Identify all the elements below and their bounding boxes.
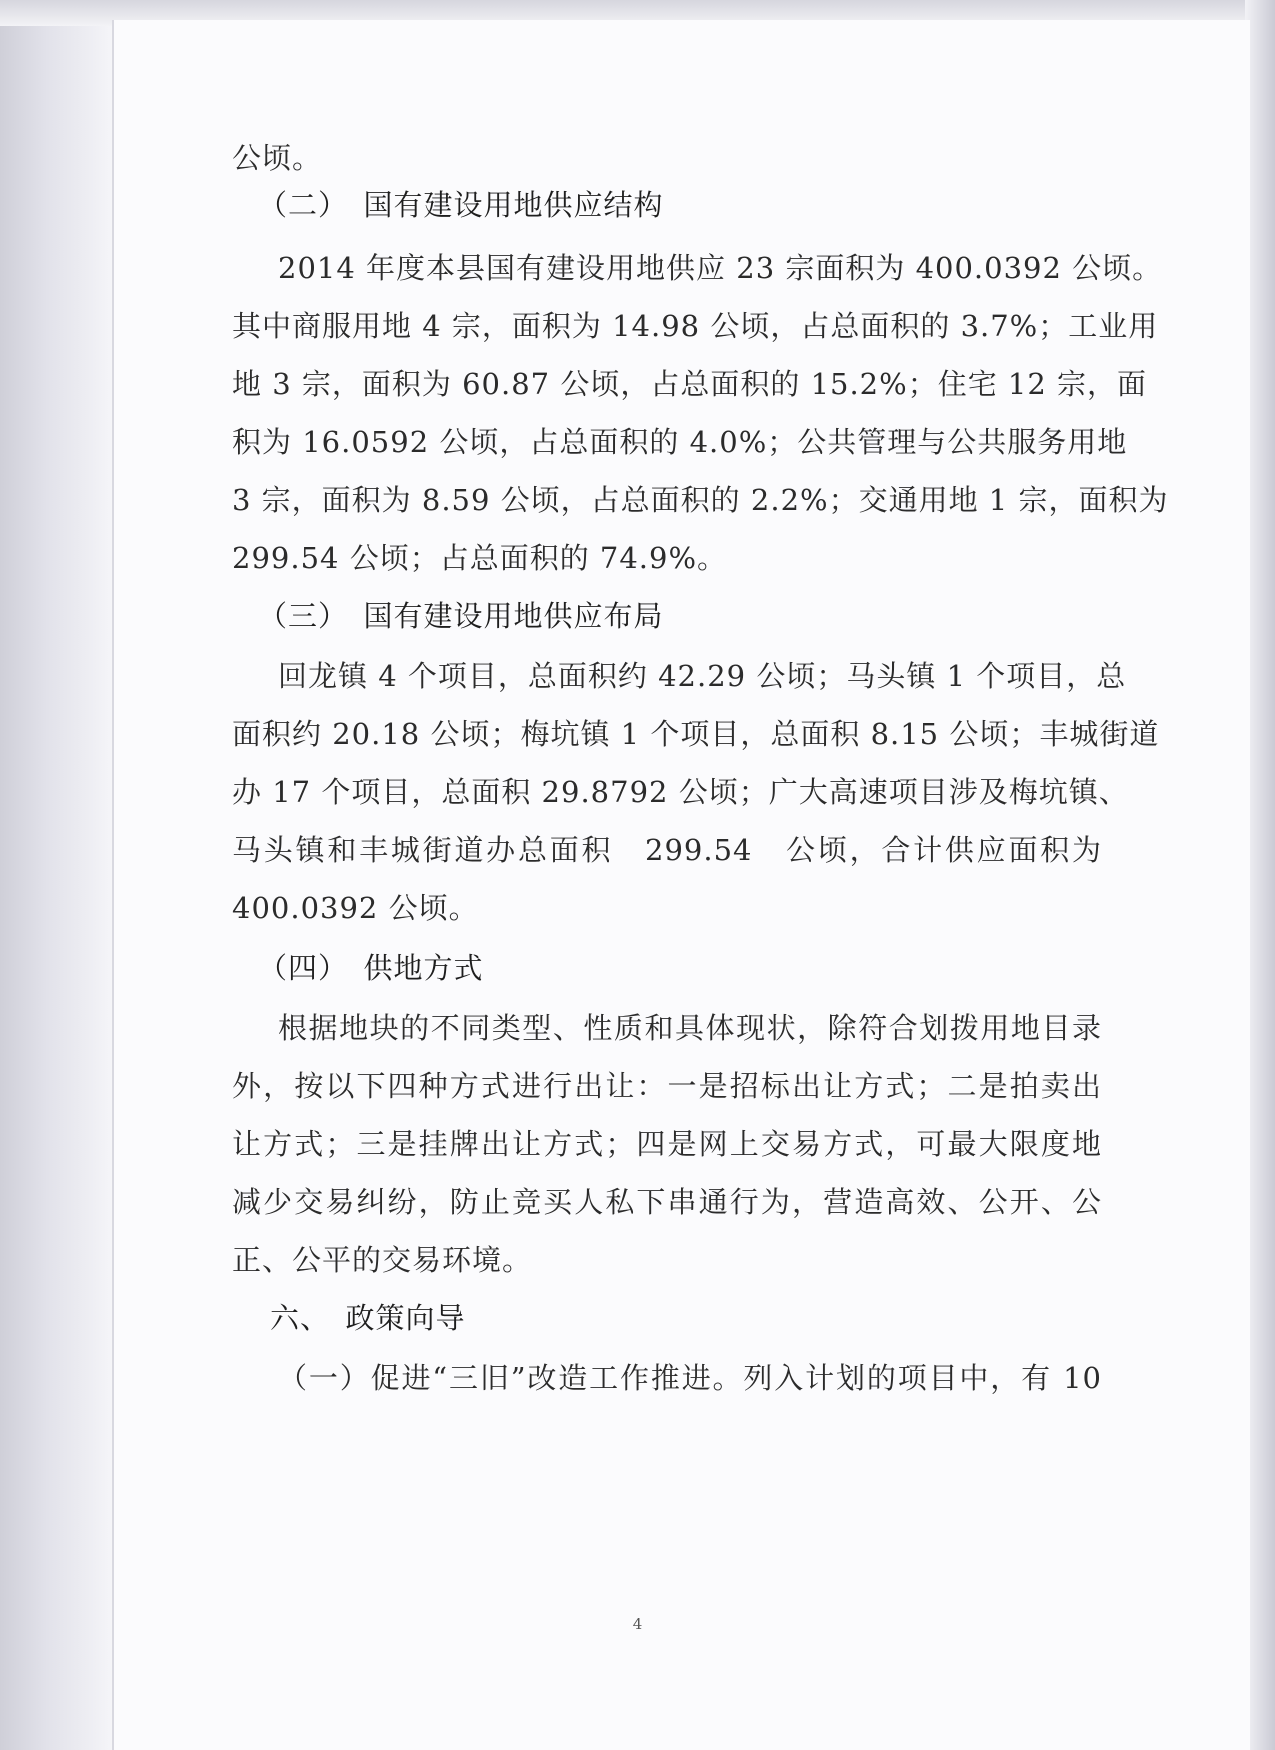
- section-heading-4: （四） 供地方式: [258, 951, 484, 985]
- text-line: 根据地块的不同类型、性质和具体现状，除符合划拨用地目录: [278, 1011, 1102, 1045]
- text-line: 马头镇和丰城街道办总面积 299.54 公顷，合计供应面积为: [232, 833, 1102, 867]
- text-line: 回龙镇 4 个项目，总面积约 42.29 公顷；马头镇 1 个项目，总: [278, 659, 1127, 693]
- text-line: 外，按以下四种方式进行出让：一是招标出让方式；二是拍卖出: [232, 1069, 1102, 1103]
- text-line: 减少交易纠纷，防止竞买人私下串通行为，营造高效、公开、公: [232, 1185, 1102, 1219]
- text-line: 2014 年度本县国有建设用地供应 23 宗面积为 400.0392 公顷。: [278, 251, 1163, 285]
- text-line: 400.0392 公顷。: [232, 891, 479, 925]
- text-line: 办 17 个项目，总面积 29.8792 公顷；广大高速项目涉及梅坑镇、: [232, 775, 1129, 809]
- text-line: 让方式；三是挂牌出让方式；四是网上交易方式，可最大限度地: [232, 1127, 1102, 1161]
- section-heading-2: （二） 国有建设用地供应结构: [258, 188, 664, 222]
- section-heading-3: （三） 国有建设用地供应布局: [258, 599, 664, 633]
- text-line: 3 宗，面积为 8.59 公顷，占总面积的 2.2%；交通用地 1 宗，面积为: [232, 483, 1169, 517]
- text-line: （一）促进“三旧”改造工作推进。列入计划的项目中，有 10: [278, 1361, 1102, 1395]
- text-line: 299.54 公顷；占总面积的 74.9%。: [232, 541, 728, 575]
- text-line: 正、公平的交易环境。: [232, 1243, 533, 1277]
- text-line: 地 3 宗，面积为 60.87 公顷，占总面积的 15.2%；住宅 12 宗，面: [232, 367, 1148, 401]
- text-line: 其中商服用地 4 宗，面积为 14.98 公顷，占总面积的 3.7%；工业用: [232, 309, 1159, 343]
- text-line: 公顷。: [232, 141, 323, 175]
- text-line: 面积约 20.18 公顷；梅坑镇 1 个项目，总面积 8.15 公顷；丰城街道: [232, 717, 1160, 751]
- text-line: 积为 16.0592 公顷，占总面积的 4.0%；公共管理与公共服务用地: [232, 425, 1128, 459]
- book-gutter-shadow: [0, 0, 118, 1750]
- section-heading-6: 六、 政策向导: [270, 1301, 466, 1335]
- page-number: 4: [632, 1615, 643, 1633]
